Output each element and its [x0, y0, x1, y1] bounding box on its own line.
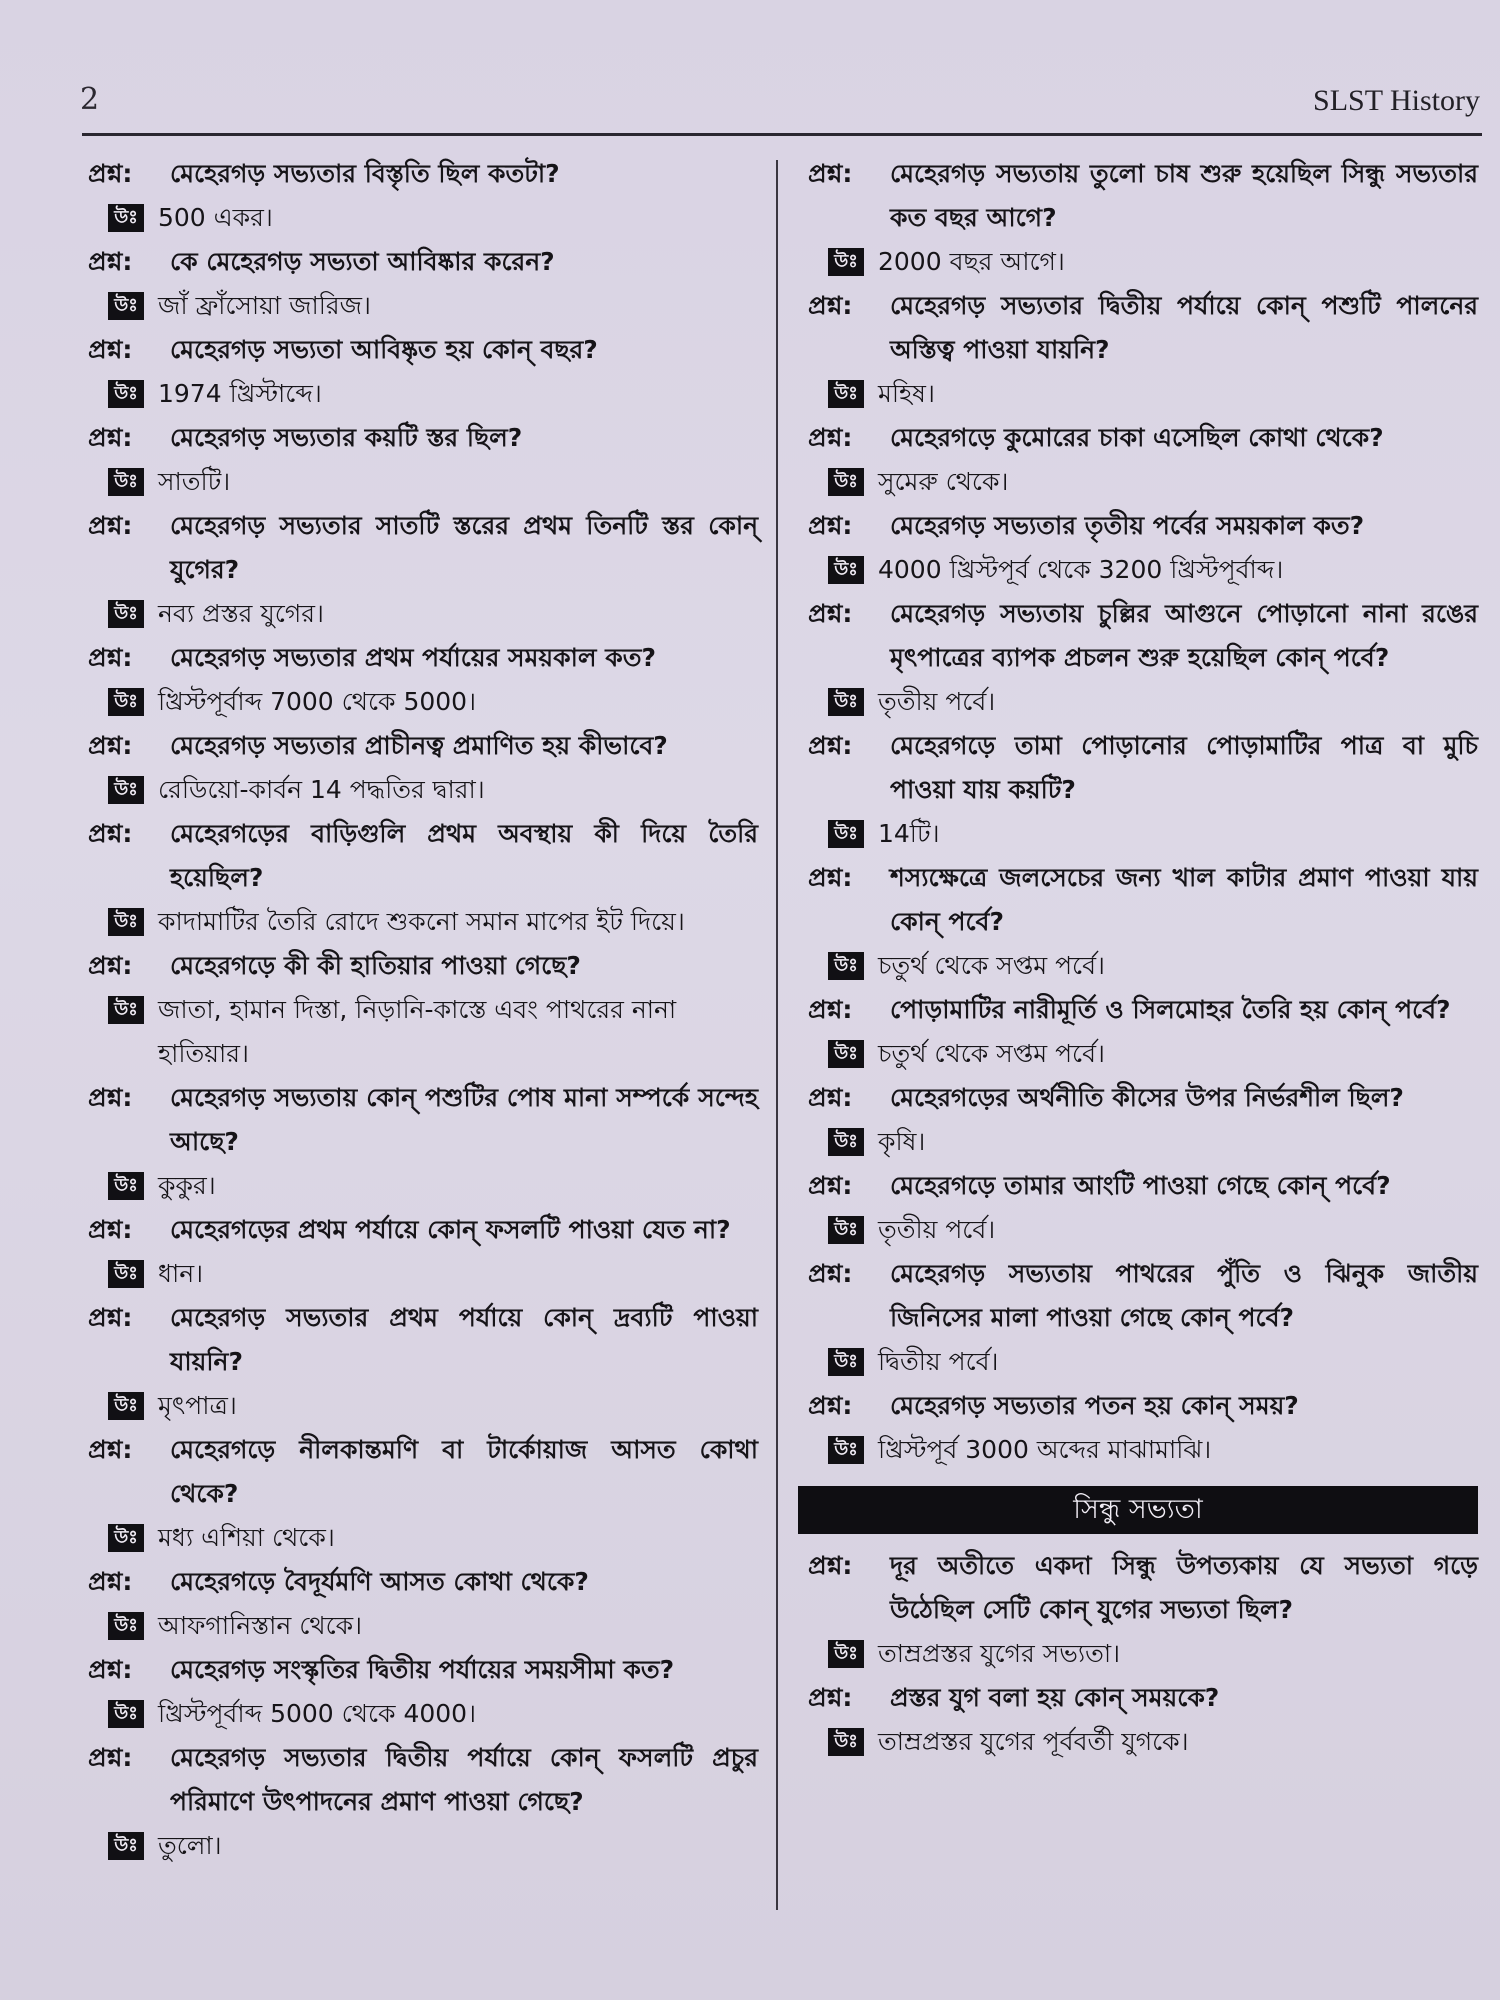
question-row [88, 328, 758, 372]
question-label: প্রশ্ন: [88, 423, 133, 452]
answer-badge: উঃ [828, 1728, 864, 1756]
question-row [88, 504, 758, 592]
question-label: প্রশ্ন: [88, 951, 133, 980]
answer-badge: উঃ [108, 1260, 144, 1288]
qa-entry [808, 1252, 1478, 1384]
question-text: মেহেরগড় সভ্যতা আবিষ্কৃত হয় কোন্ বছর? [170, 335, 598, 364]
answer-text: জাঁ ফ্রাঁসোয়া জারিজ। [158, 291, 371, 320]
answer-badge: উঃ [108, 776, 144, 804]
answer-text: তুলো। [158, 1831, 222, 1860]
answer-text: খ্রিস্টপূর্ব 3000 অব্দের মাঝামাঝি। [878, 1435, 1212, 1464]
question-label: প্রশ্ন: [88, 819, 133, 848]
qa-entry [808, 592, 1478, 724]
answer-text: কাদামাটির তৈরি রোদে শুকনো সমান মাপের ইট দিয়ে। [158, 907, 685, 936]
question-text: মেহেরগড়ে বৈদূর্যমণি আসত কোথা থেকে? [170, 1567, 589, 1596]
question-label: প্রশ্ন: [808, 1551, 853, 1580]
answer-text: কৃষি। [878, 1127, 926, 1156]
qa-entry [88, 724, 758, 812]
question-row [808, 416, 1478, 460]
answer-badge: উঃ [828, 468, 864, 496]
answer-row [88, 1516, 758, 1560]
answer-text: ধান। [158, 1259, 204, 1288]
question-row [808, 592, 1478, 680]
question-label: প্রশ্ন: [808, 1171, 853, 1200]
answer-row [88, 1824, 758, 1868]
answer-row [88, 372, 758, 416]
qa-entry [88, 1208, 758, 1296]
qa-entry [88, 240, 758, 328]
answer-row [88, 284, 758, 328]
qa-entry [88, 152, 758, 240]
question-text: মেহেরগড় সংস্কৃতির দ্বিতীয় পর্যায়ের সময়সীমা কত? [170, 1655, 675, 1684]
question-text: মেহেরগড়ের প্রথম পর্যায়ে কোন্ ফসলটি পাওয়া যেত না? [170, 1215, 731, 1244]
question-label: প্রশ্ন: [808, 511, 853, 540]
answer-row [88, 1164, 758, 1208]
answer-text: তাম্রপ্রস্তর যুগের পূর্ববর্তী যুগকে। [878, 1727, 1189, 1756]
answer-badge: উঃ [828, 1040, 864, 1068]
answer-text: জাতা, হামান দিস্তা, নিড়ানি-কাস্তে এবং পাথরের নানা হাতিয়ার। [158, 995, 677, 1068]
question-row [88, 1648, 758, 1692]
question-row [88, 724, 758, 768]
question-label: প্রশ্ন: [808, 1683, 853, 1712]
answer-badge: উঃ [828, 556, 864, 584]
question-label: প্রশ্ন: [808, 1083, 853, 1112]
question-label: প্রশ্ন: [88, 247, 133, 276]
answer-text: তৃতীয় পর্বে। [878, 1215, 996, 1244]
answer-text: চতুর্থ থেকে সপ্তম পর্বে। [878, 951, 1105, 980]
qa-entry [808, 724, 1478, 856]
answer-row [808, 1032, 1478, 1076]
qa-entry [88, 1648, 758, 1736]
question-text: মেহেরগড়ে কুমোরের চাকা এসেছিল কোথা থেকে? [890, 423, 1384, 452]
qa-entry [88, 812, 758, 944]
answer-text: 1974 খ্রিস্টাব্দে। [158, 379, 322, 408]
answer-row [88, 1604, 758, 1648]
question-label: প্রশ্ন: [88, 1083, 133, 1112]
answer-row [88, 1384, 758, 1428]
question-label: প্রশ্ন: [808, 159, 853, 188]
answer-row [88, 900, 758, 944]
answer-row [88, 196, 758, 240]
question-row [808, 1164, 1478, 1208]
question-row [808, 724, 1478, 812]
qa-entry [808, 856, 1478, 988]
answer-badge: উঃ [108, 1832, 144, 1860]
answer-text: রেডিয়ো-কার্বন 14 পদ্ধতির দ্বারা। [158, 775, 485, 804]
question-label: প্রশ্ন: [808, 863, 853, 892]
answer-row [808, 460, 1478, 504]
answer-row [88, 1252, 758, 1296]
qa-entry [808, 152, 1478, 284]
question-text: মেহেরগড় সভ্যতার তৃতীয় পর্বের সময়কাল কত? [890, 511, 1365, 540]
answer-text: 2000 বছর আগে। [878, 247, 1065, 276]
question-text: মেহেরগড়ের বাড়িগুলি প্রথম অবস্থায় কী দিয়ে তৈরি হয়েছিল? [170, 819, 758, 892]
question-label: প্রশ্ন: [808, 1391, 853, 1420]
answer-row [808, 944, 1478, 988]
question-text: মেহেরগড় সভ্যতার প্রাচীনত্ব প্রমাণিত হয় কীভাবে? [170, 731, 668, 760]
question-row [808, 1076, 1478, 1120]
question-label: প্রশ্ন: [808, 423, 853, 452]
answer-badge: উঃ [828, 1640, 864, 1668]
question-label: প্রশ্ন: [808, 995, 853, 1024]
question-label: প্রশ্ন: [808, 731, 853, 760]
question-row [808, 1252, 1478, 1340]
question-label: প্রশ্ন: [88, 1655, 133, 1684]
question-row [88, 416, 758, 460]
qa-entry [808, 1076, 1478, 1164]
qa-entry [808, 1384, 1478, 1472]
question-text: পোড়ামাটির নারীমূর্তি ও সিলমোহর তৈরি হয় কোন্ পর্বে? [890, 995, 1451, 1024]
qa-entry [808, 1676, 1478, 1764]
qa-entry [808, 416, 1478, 504]
answer-badge: উঃ [108, 204, 144, 232]
answer-row [88, 988, 758, 1076]
qa-entry [88, 1296, 758, 1428]
question-row [808, 284, 1478, 372]
question-text: মেহেরগড় সভ্যতায় চুল্লির আগুনে পোড়ানো নানা রঙের মৃৎপাত্রের ব্যাপক প্রচলন শুরু হয়েছিল কোন্ পর্বে? [890, 599, 1478, 672]
question-label: প্রশ্ন: [88, 159, 133, 188]
answer-row [808, 1428, 1478, 1472]
question-label: প্রশ্ন: [808, 1259, 853, 1288]
answer-text: নব্য প্রস্তর যুগের। [158, 599, 324, 628]
question-text: প্রস্তর যুগ বলা হয় কোন্ সময়কে? [890, 1683, 1220, 1712]
qa-entry [808, 988, 1478, 1076]
answer-row [808, 548, 1478, 592]
answer-badge: উঃ [108, 1392, 144, 1420]
answer-text: 500 একর। [158, 203, 273, 232]
question-text: মেহেরগড়ে তামার আংটি পাওয়া গেছে কোন্ পর্বে? [890, 1171, 1391, 1200]
answer-text: খ্রিস্টপূর্বাব্দ 7000 থেকে 5000। [158, 687, 477, 716]
question-text: মেহেরগড় সভ্যতায় পাথরের পুঁতি ও ঝিনুক জাতীয় জিনিসের মালা পাওয়া গেছে কোন্ পর্বে? [890, 1259, 1478, 1332]
question-row [808, 988, 1478, 1032]
answer-text: আফগানিস্তান থেকে। [158, 1611, 363, 1640]
answer-badge: উঃ [108, 380, 144, 408]
column-divider [776, 160, 778, 1910]
answer-badge: উঃ [108, 996, 144, 1024]
answer-text: 14টি। [878, 819, 940, 848]
qa-entry [88, 416, 758, 504]
qa-entry [88, 1428, 758, 1560]
question-text: মেহেরগড় সভ্যতায় কোন্ পশুটির পোষ মানা সম্পর্কে সন্দেহ আছে? [170, 1083, 758, 1156]
qa-entry [808, 504, 1478, 592]
question-text: মেহেরগড় সভ্যতার দ্বিতীয় পর্যায়ে কোন্ পশুটি পালনের অস্তিত্ব পাওয়া যায়নি? [890, 291, 1478, 364]
qa-entry [808, 284, 1478, 416]
header-rule [82, 133, 1482, 136]
answer-badge: উঃ [828, 1216, 864, 1244]
answer-text: তৃতীয় পর্বে। [878, 687, 996, 716]
question-row [88, 1076, 758, 1164]
answer-badge: উঃ [108, 1612, 144, 1640]
question-label: প্রশ্ন: [808, 599, 853, 628]
answer-row [88, 460, 758, 504]
answer-badge: উঃ [828, 688, 864, 716]
answer-row [88, 592, 758, 636]
question-row [88, 944, 758, 988]
question-text: দূর অতীতে একদা সিন্ধু উপত্যকায় যে সভ্যতা গড়ে উঠেছিল সেটি কোন্ যুগের সভ্যতা ছিল? [890, 1551, 1478, 1624]
question-row [88, 240, 758, 284]
answer-text: দ্বিতীয় পর্বে। [878, 1347, 999, 1376]
answer-badge: উঃ [828, 952, 864, 980]
right-column-entries [808, 152, 1478, 1472]
answer-badge: উঃ [828, 1128, 864, 1156]
question-label: প্রশ্ন: [88, 1743, 133, 1772]
answer-badge: উঃ [828, 248, 864, 276]
question-row [88, 812, 758, 900]
answer-badge: উঃ [108, 1172, 144, 1200]
question-text: মেহেরগড় সভ্যতার সাতটি স্তরের প্রথম তিনটি স্তর কোন্ যুগের? [170, 511, 758, 584]
qa-entry [88, 504, 758, 636]
qa-entry [88, 1560, 758, 1648]
qa-entry [88, 944, 758, 1076]
question-row [88, 152, 758, 196]
answer-badge: উঃ [108, 908, 144, 936]
answer-text: মহিষ। [878, 379, 935, 408]
answer-badge: উঃ [828, 380, 864, 408]
question-text: মেহেরগড় সভ্যতার দ্বিতীয় পর্যায়ে কোন্ ফসলটি প্রচুর পরিমাণে উৎপাদনের প্রমাণ পাওয়া গেছে? [170, 1743, 758, 1816]
answer-badge: উঃ [828, 820, 864, 848]
question-row [808, 1544, 1478, 1632]
answer-row [808, 1340, 1478, 1384]
question-row [88, 1560, 758, 1604]
running-title: SLST History [1313, 84, 1480, 117]
answer-badge: উঃ [108, 292, 144, 320]
answer-text: সুমেরু থেকে। [878, 467, 1009, 496]
question-text: মেহেরগড় সভ্যতার বিস্তৃতি ছিল কতটা? [170, 159, 560, 188]
answer-badge: উঃ [108, 1700, 144, 1728]
answer-row [88, 768, 758, 812]
qa-entry [88, 328, 758, 416]
question-text: কে মেহেরগড় সভ্যতা আবিষ্কার করেন? [170, 247, 555, 276]
qa-entry [88, 1076, 758, 1208]
question-text: মেহেরগড় সভ্যতার প্রথম পর্যায়ে কোন্ দ্রব্যটি পাওয়া যায়নি? [170, 1303, 758, 1376]
answer-row [808, 680, 1478, 724]
answer-text: 4000 খ্রিস্টপূর্ব থেকে 3200 খ্রিস্টপূর্বাব্দ। [878, 555, 1284, 584]
answer-row [88, 680, 758, 724]
question-label: প্রশ্ন: [88, 643, 133, 672]
right-column [808, 152, 1478, 1764]
question-text: মেহেরগড় সভ্যতার কয়টি স্তর ছিল? [170, 423, 523, 452]
section-entries [808, 1544, 1478, 1764]
answer-text: চতুর্থ থেকে সপ্তম পর্বে। [878, 1039, 1105, 1068]
question-row [808, 856, 1478, 944]
question-label: প্রশ্ন: [808, 291, 853, 320]
question-text: মেহেরগড় সভ্যতার পতন হয় কোন্ সময়? [890, 1391, 1299, 1420]
answer-row [808, 1120, 1478, 1164]
answer-text: তাম্রপ্রস্তর যুগের সভ্যতা। [878, 1639, 1121, 1668]
answer-text: মৃৎপাত্র। [158, 1391, 237, 1420]
question-row [88, 1208, 758, 1252]
question-text: মেহেরগড়ে তামা পোড়ানোর পোড়ামাটির পাত্র বা মুচি পাওয়া যায় কয়টি? [890, 731, 1478, 804]
section-header: সিন্ধু সভ্যতা [798, 1486, 1478, 1534]
answer-badge: উঃ [108, 468, 144, 496]
answer-text: মধ্য এশিয়া থেকে। [158, 1523, 335, 1552]
answer-row [808, 1208, 1478, 1252]
answer-row [808, 372, 1478, 416]
question-row [808, 152, 1478, 240]
qa-entry [808, 1544, 1478, 1676]
qa-entry [808, 1164, 1478, 1252]
answer-badge: উঃ [828, 1436, 864, 1464]
answer-badge: উঃ [108, 688, 144, 716]
answer-badge: উঃ [108, 1524, 144, 1552]
answer-badge: উঃ [828, 1348, 864, 1376]
answer-row [808, 240, 1478, 284]
question-label: প্রশ্ন: [88, 1215, 133, 1244]
answer-text: খ্রিস্টপূর্বাব্দ 5000 থেকে 4000। [158, 1699, 477, 1728]
question-text: মেহেরগড়ের অর্থনীতি কীসের উপর নির্ভরশীল ছিল? [890, 1083, 1404, 1112]
question-label: প্রশ্ন: [88, 1435, 133, 1464]
page-number: 2 [80, 82, 100, 117]
question-label: প্রশ্ন: [88, 335, 133, 364]
question-text: শস্যক্ষেত্রে জলসেচের জন্য খাল কাটার প্রমাণ পাওয়া যায় কোন্ পর্বে? [890, 863, 1478, 936]
question-label: প্রশ্ন: [88, 731, 133, 760]
qa-entry [88, 1736, 758, 1868]
answer-row [808, 812, 1478, 856]
question-row [88, 636, 758, 680]
answer-row [88, 1692, 758, 1736]
answer-text: কুকুর। [158, 1171, 216, 1200]
question-row [88, 1428, 758, 1516]
question-label: প্রশ্ন: [88, 511, 133, 540]
question-text: মেহেরগড়ে কী কী হাতিয়ার পাওয়া গেছে? [170, 951, 581, 980]
left-column [88, 152, 758, 1868]
question-label: প্রশ্ন: [88, 1567, 133, 1596]
question-row [808, 504, 1478, 548]
question-text: মেহেরগড় সভ্যতার প্রথম পর্যায়ের সময়কাল কত? [170, 643, 656, 672]
qa-entry [88, 636, 758, 724]
question-row [88, 1736, 758, 1824]
question-row [808, 1384, 1478, 1428]
question-row [808, 1676, 1478, 1720]
answer-row [808, 1720, 1478, 1764]
answer-badge: উঃ [108, 600, 144, 628]
question-label: প্রশ্ন: [88, 1303, 133, 1332]
question-text: মেহেরগড়ে নীলকান্তমণি বা টার্কোয়াজ আসত কোথা থেকে? [170, 1435, 758, 1508]
question-text: মেহেরগড় সভ্যতায় তুলো চাষ শুরু হয়েছিল সিন্ধু সভ্যতার কত বছর আগে? [890, 159, 1478, 232]
answer-row [808, 1632, 1478, 1676]
answer-text: সাতটি। [158, 467, 231, 496]
question-row [88, 1296, 758, 1384]
